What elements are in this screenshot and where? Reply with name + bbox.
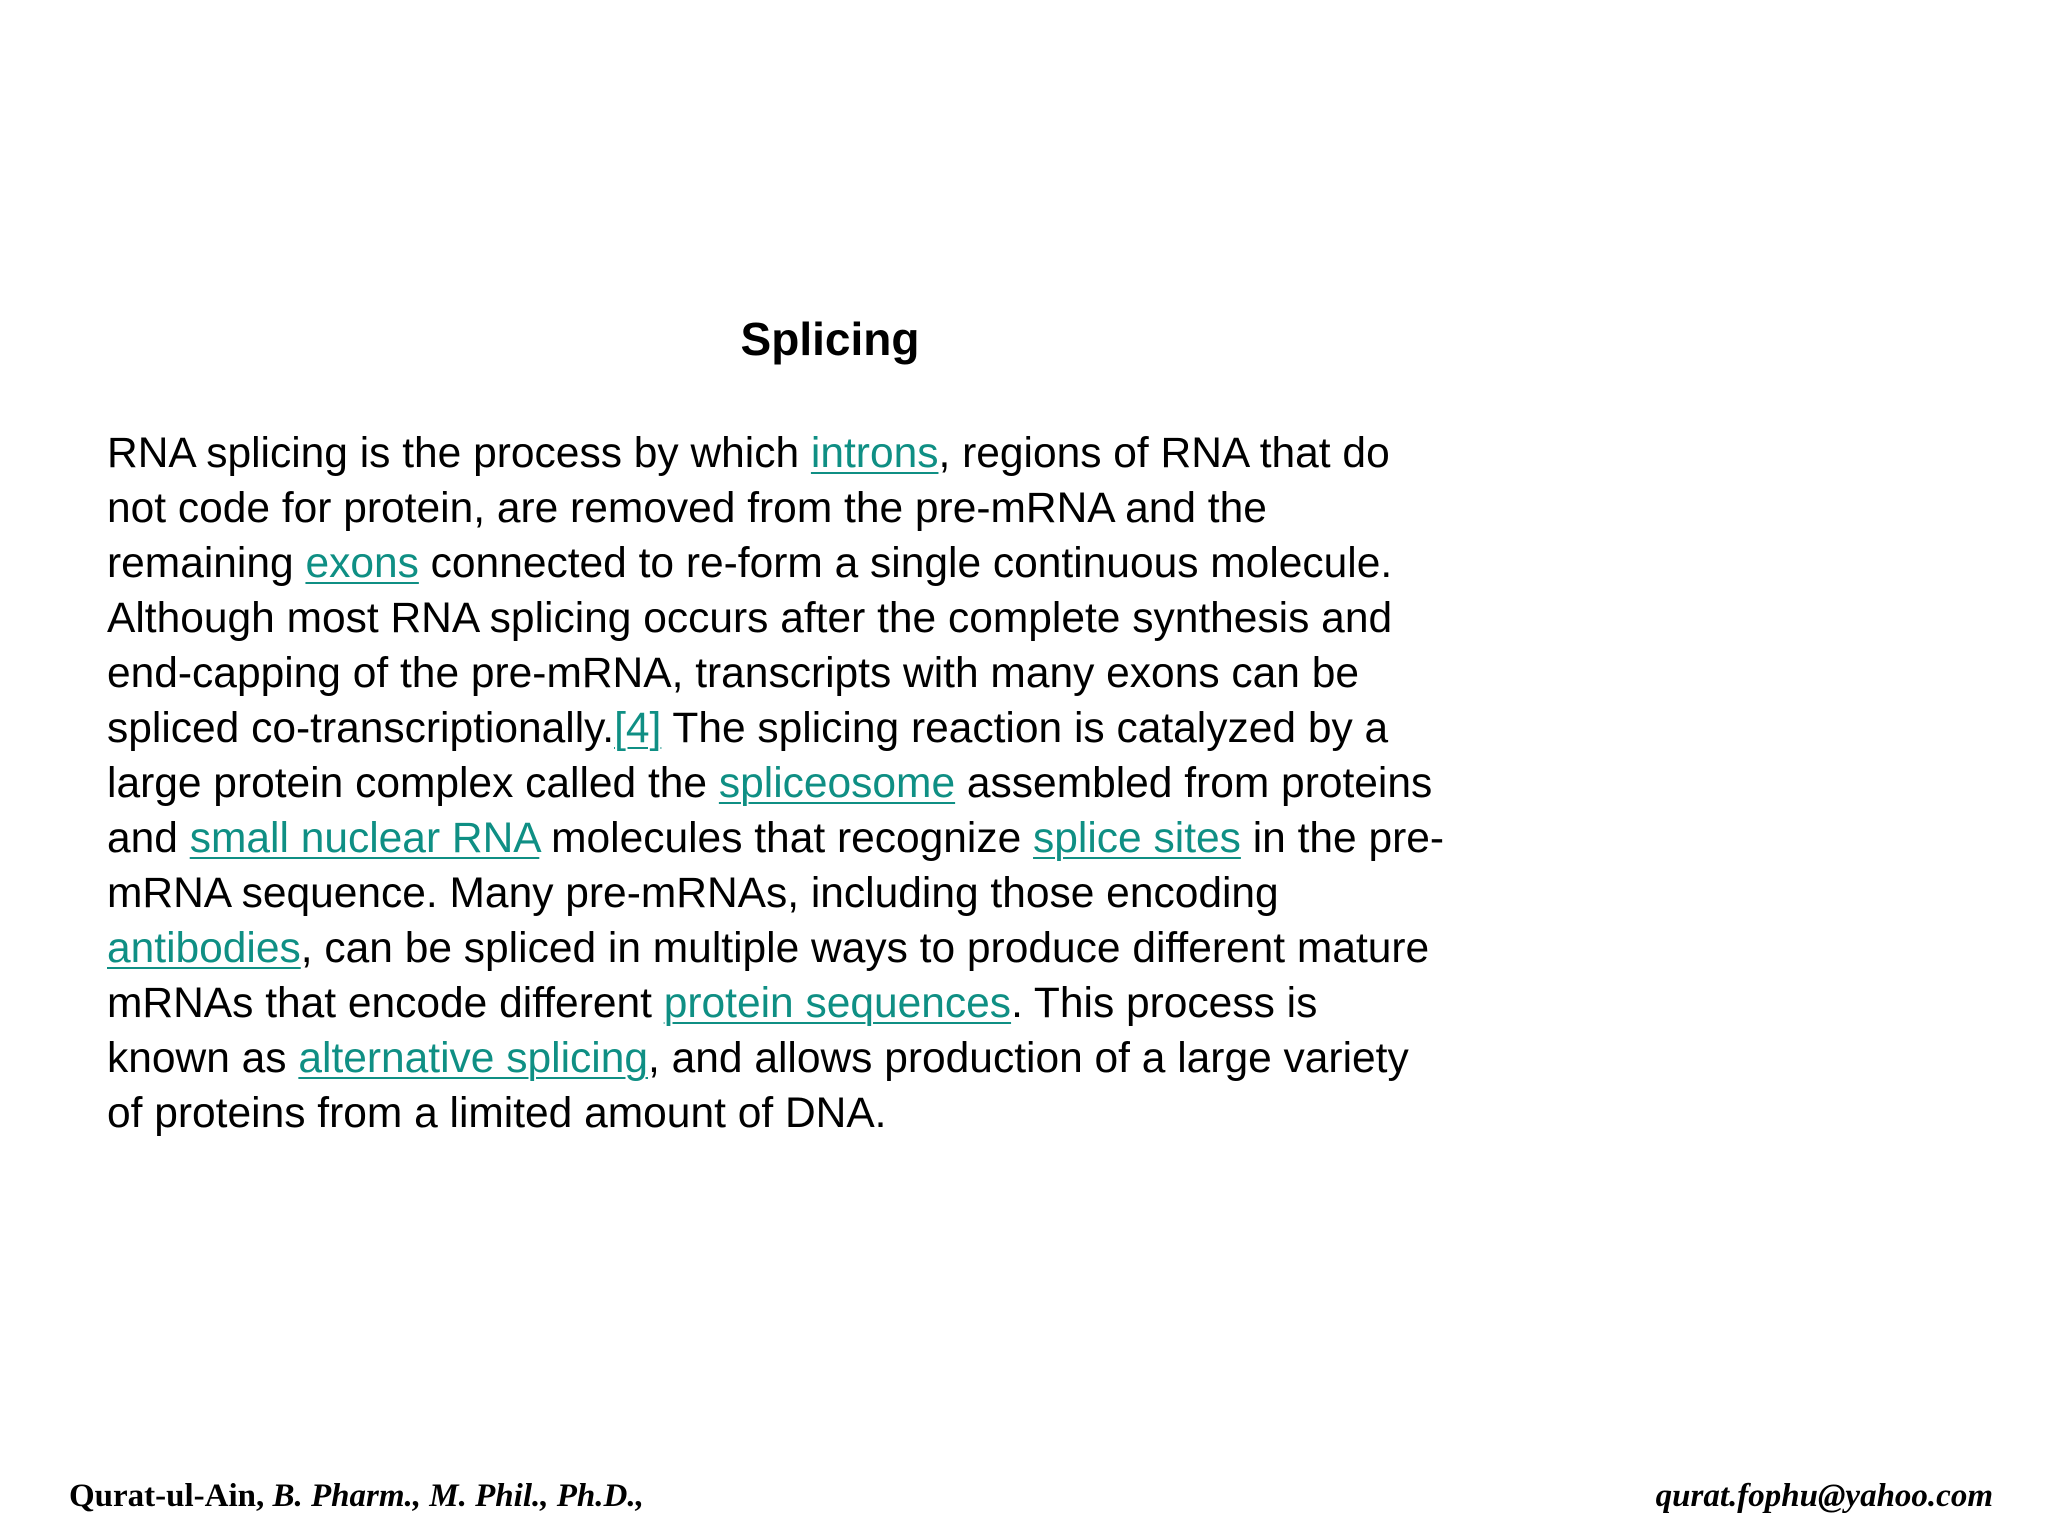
text-span: . This process is bbox=[1011, 980, 1318, 1027]
text-line bbox=[107, 426, 1577, 481]
author-name: Qurat-ul-Ain, bbox=[69, 1478, 265, 1514]
link-protein-sequences[interactable]: protein sequences bbox=[663, 980, 1012, 1027]
text-span: The splicing reaction is catalyzed by a bbox=[661, 705, 1389, 752]
text-span: not code for protein, are removed from the pre-mRNA and the bbox=[107, 485, 1267, 532]
link-exons[interactable]: exons bbox=[305, 540, 419, 587]
text-line bbox=[107, 1031, 1577, 1086]
text-span: Although most RNA splicing occurs after the complete synthesis and bbox=[107, 595, 1393, 642]
text-span: mRNAs that encode different bbox=[107, 980, 664, 1027]
text-span: known as bbox=[107, 1035, 299, 1082]
body-paragraph bbox=[107, 426, 1577, 1141]
author-credentials: B. Pharm., M. Phil., Ph.D., bbox=[272, 1478, 644, 1514]
footer-author bbox=[69, 1478, 644, 1515]
text-span: end-capping of the pre-mRNA, transcripts with many exons can be bbox=[107, 650, 1359, 697]
text-line bbox=[107, 921, 1577, 976]
text-line bbox=[107, 591, 1577, 646]
text-span: , regions of RNA that do bbox=[938, 430, 1390, 477]
text-span: RNA splicing is the process by which bbox=[107, 430, 811, 477]
text-span: and bbox=[107, 815, 190, 862]
text-span: , and allows production of a large variety bbox=[648, 1035, 1409, 1082]
text-line bbox=[107, 866, 1577, 921]
text-line bbox=[107, 481, 1577, 536]
text-span: large protein complex called the bbox=[107, 760, 719, 807]
text-span: , can be spliced in multiple ways to produce different mature bbox=[300, 925, 1430, 972]
text-line bbox=[107, 701, 1577, 756]
slide-title: Splicing bbox=[740, 313, 920, 365]
link-citation-4[interactable]: [4] bbox=[614, 705, 662, 752]
text-span: mRNA sequence. Many pre-mRNAs, including those encoding bbox=[107, 870, 1279, 917]
link-antibodies[interactable]: antibodies bbox=[107, 925, 301, 972]
link-alternative-splicing[interactable]: alternative splicing bbox=[298, 1035, 648, 1082]
footer-email: qurat.fophu@yahoo.com bbox=[1655, 1478, 1993, 1514]
text-line bbox=[107, 1086, 1577, 1141]
link-splice-sites[interactable]: splice sites bbox=[1033, 815, 1241, 862]
text-span: of proteins from a limited amount of DNA. bbox=[107, 1090, 887, 1137]
text-span: connected to re-form a single continuous molecule. bbox=[418, 540, 1393, 587]
text-line bbox=[107, 811, 1577, 866]
text-span: molecules that recognize bbox=[539, 815, 1034, 862]
text-line bbox=[107, 976, 1577, 1031]
link-spliceosome[interactable]: spliceosome bbox=[718, 760, 956, 807]
text-span: remaining bbox=[107, 540, 306, 587]
text-line bbox=[107, 756, 1577, 811]
text-line bbox=[107, 646, 1577, 701]
text-line bbox=[107, 536, 1577, 591]
link-introns[interactable]: introns bbox=[810, 430, 939, 477]
link-small-nuclear-rna[interactable]: small nuclear RNA bbox=[189, 815, 540, 862]
text-span: in the pre- bbox=[1240, 815, 1445, 862]
text-span: assembled from proteins bbox=[955, 760, 1433, 807]
text-span: spliced co-transcriptionally. bbox=[107, 705, 615, 752]
